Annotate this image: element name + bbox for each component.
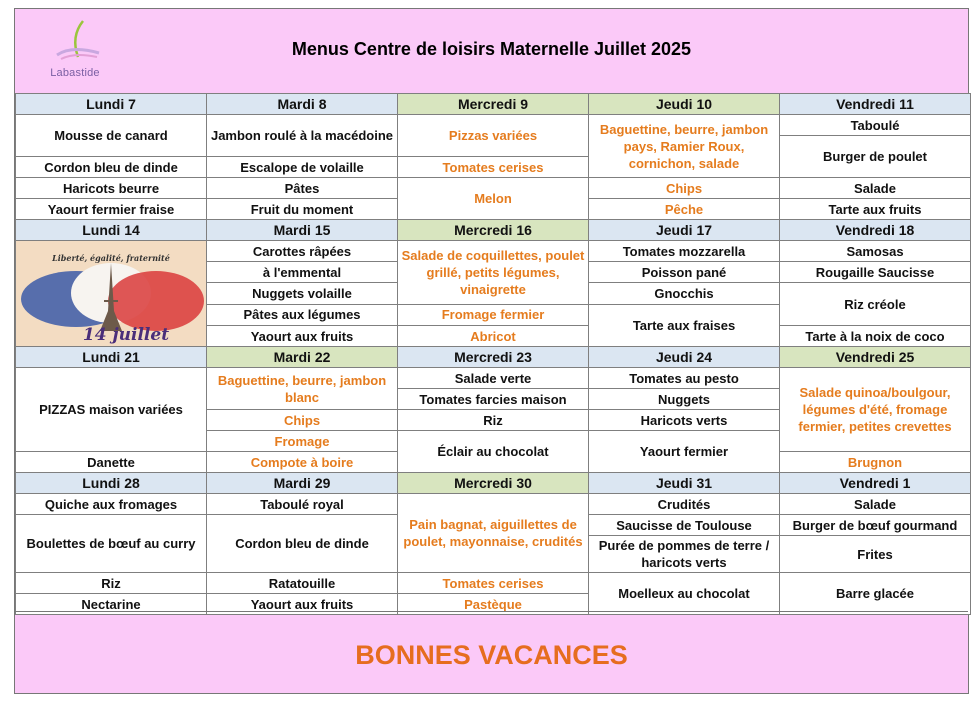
menu-item: Tomates cerises [398,157,589,178]
day-header: Mercredi 30 [398,473,589,494]
menu-item: Chips [207,410,398,431]
day-header: Lundi 21 [16,347,207,368]
menu-item: Taboulé royal [207,494,398,515]
menu-item: Nuggets [589,389,780,410]
menu-item: Melon [398,178,589,220]
day-header: Lundi 14 [16,220,207,241]
menu-item: Quiche aux fromages [16,494,207,515]
menu-item: Compote à boire [207,452,398,473]
footer-message: BONNES VACANCES [355,640,628,670]
eiffel-tower-flag-icon [16,241,207,346]
menu-item: Burger de poulet [780,136,971,178]
menu-item: Crudités [589,494,780,515]
menu-item: Cordon bleu de dinde [207,515,398,573]
day-header: Vendredi 25 [780,347,971,368]
menu-item: Carottes râpées [207,241,398,262]
menu-item: Ratatouille [207,573,398,594]
footer [15,611,968,696]
menu-item: Taboulé [780,115,971,136]
menu-item: Barre glacée [780,573,971,615]
logo-text: Labastide [50,67,100,79]
menu-item: Samosas [780,241,971,262]
menu-item: Haricots verts [589,410,780,431]
day-header: Jeudi 24 [589,347,780,368]
day-header-row [16,347,971,368]
menu-item: Pain bagnat, aiguillettes de poulet, mayonnaise, crudités [398,494,589,573]
header [15,9,968,93]
day-header: Mercredi 9 [398,94,589,115]
menu-item: Éclair au chocolat [398,431,589,473]
menu-item: Tomates cerises [398,573,589,594]
day-header: Jeudi 17 [589,220,780,241]
menu-item: Tarte aux fruits [780,199,971,220]
menu-item: Pâtes [207,178,398,199]
menu-item: Abricot [398,326,589,347]
menu-item: Cordon bleu de dinde [16,157,207,178]
bastille-day-image [16,241,207,347]
day-header-row [16,473,971,494]
menu-item: Frites [780,536,971,573]
menu-item: Nuggets volaille [207,283,398,305]
menu-item: Burger de bœuf gourmand [780,515,971,536]
menu-item: Pâtes aux légumes [207,304,398,326]
day-header: Mardi 22 [207,347,398,368]
menu-item: à l'emmental [207,262,398,283]
day-header: Lundi 7 [16,94,207,115]
menu-item: Baguettine, beurre, jambon pays, Ramier Roux, cornichon, salade [589,115,780,178]
day-header: Vendredi 18 [780,220,971,241]
menu-item: Nectarine [16,594,207,615]
menu-item: Tomates mozzarella [589,241,780,262]
menu-item: Yaourt fermier fraise [16,199,207,220]
day-header-row [16,94,971,115]
menu-item: Boulettes de bœuf au curry [16,515,207,573]
menu-item: Gnocchis [589,283,780,305]
day-header-row [16,220,971,241]
menu-item: Pêche [589,199,780,220]
day-header: Lundi 28 [16,473,207,494]
flag-caption: 14 juillet [82,325,170,345]
menu-item: Riz créole [780,283,971,326]
menu-table [15,93,971,615]
menu-item: Riz [398,410,589,431]
menu-item: Tarte aux fraises [589,304,780,347]
menu-item: Fromage [207,431,398,452]
day-header: Mardi 29 [207,473,398,494]
menu-item: Danette [16,452,207,473]
day-header: Vendredi 1 [780,473,971,494]
menu-item: Chips [589,178,780,199]
menu-item: Mousse de canard [16,115,207,157]
menu-item: Saucisse de Toulouse [589,515,780,536]
menu-item: Jambon roulé à la macédoine [207,115,398,157]
flag-motto: Liberté, égalité, fraternité [52,253,170,263]
menu-item: Salade quinoa/boulgour, légumes d'été, fromage fermier, petites crevettes [780,368,971,452]
menu-item: PIZZAS maison variées [16,368,207,452]
menu-item: Moelleux au chocolat [589,573,780,615]
day-header: Jeudi 31 [589,473,780,494]
menu-item: Salade de coquillettes, poulet grillé, petits légumes, vinaigrette [398,241,589,305]
menu-item: Tomates farcies maison [398,389,589,410]
menu-item: Salade [780,494,971,515]
menu-item: Pastèque [398,594,589,615]
menu-item: Tarte à la noix de coco [780,326,971,347]
menu-item: Escalope de volaille [207,157,398,178]
menu-item: Rougaille Saucisse [780,262,971,283]
day-header: Mardi 8 [207,94,398,115]
day-header: Mercredi 16 [398,220,589,241]
day-header: Mercredi 23 [398,347,589,368]
menu-item: Yaourt aux fruits [207,594,398,615]
day-header: Mardi 15 [207,220,398,241]
menu-item: Fruit du moment [207,199,398,220]
menu-item: Pizzas variées [398,115,589,157]
day-header: Vendredi 11 [780,94,971,115]
menu-item: Tomates au pesto [589,368,780,389]
menu-item: Brugnon [780,452,971,473]
menu-item: Poisson pané [589,262,780,283]
menu-item: Riz [16,573,207,594]
menu-item: Fromage fermier [398,304,589,326]
page-title: Menus Centre de loisirs Maternelle Juillet 2025 [291,39,692,59]
menu-item: Yaourt fermier [589,431,780,473]
menu-item: Salade verte [398,368,589,389]
day-header: Jeudi 10 [589,94,780,115]
menu-item: Yaourt aux fruits [207,326,398,347]
menu-item: Baguettine, beurre, jambon blanc [207,368,398,410]
menu-item: Purée de pommes de terre / haricots verts [589,536,780,573]
menu-sheet [14,8,969,694]
menu-item: Haricots beurre [16,178,207,199]
menu-item: Salade [780,178,971,199]
